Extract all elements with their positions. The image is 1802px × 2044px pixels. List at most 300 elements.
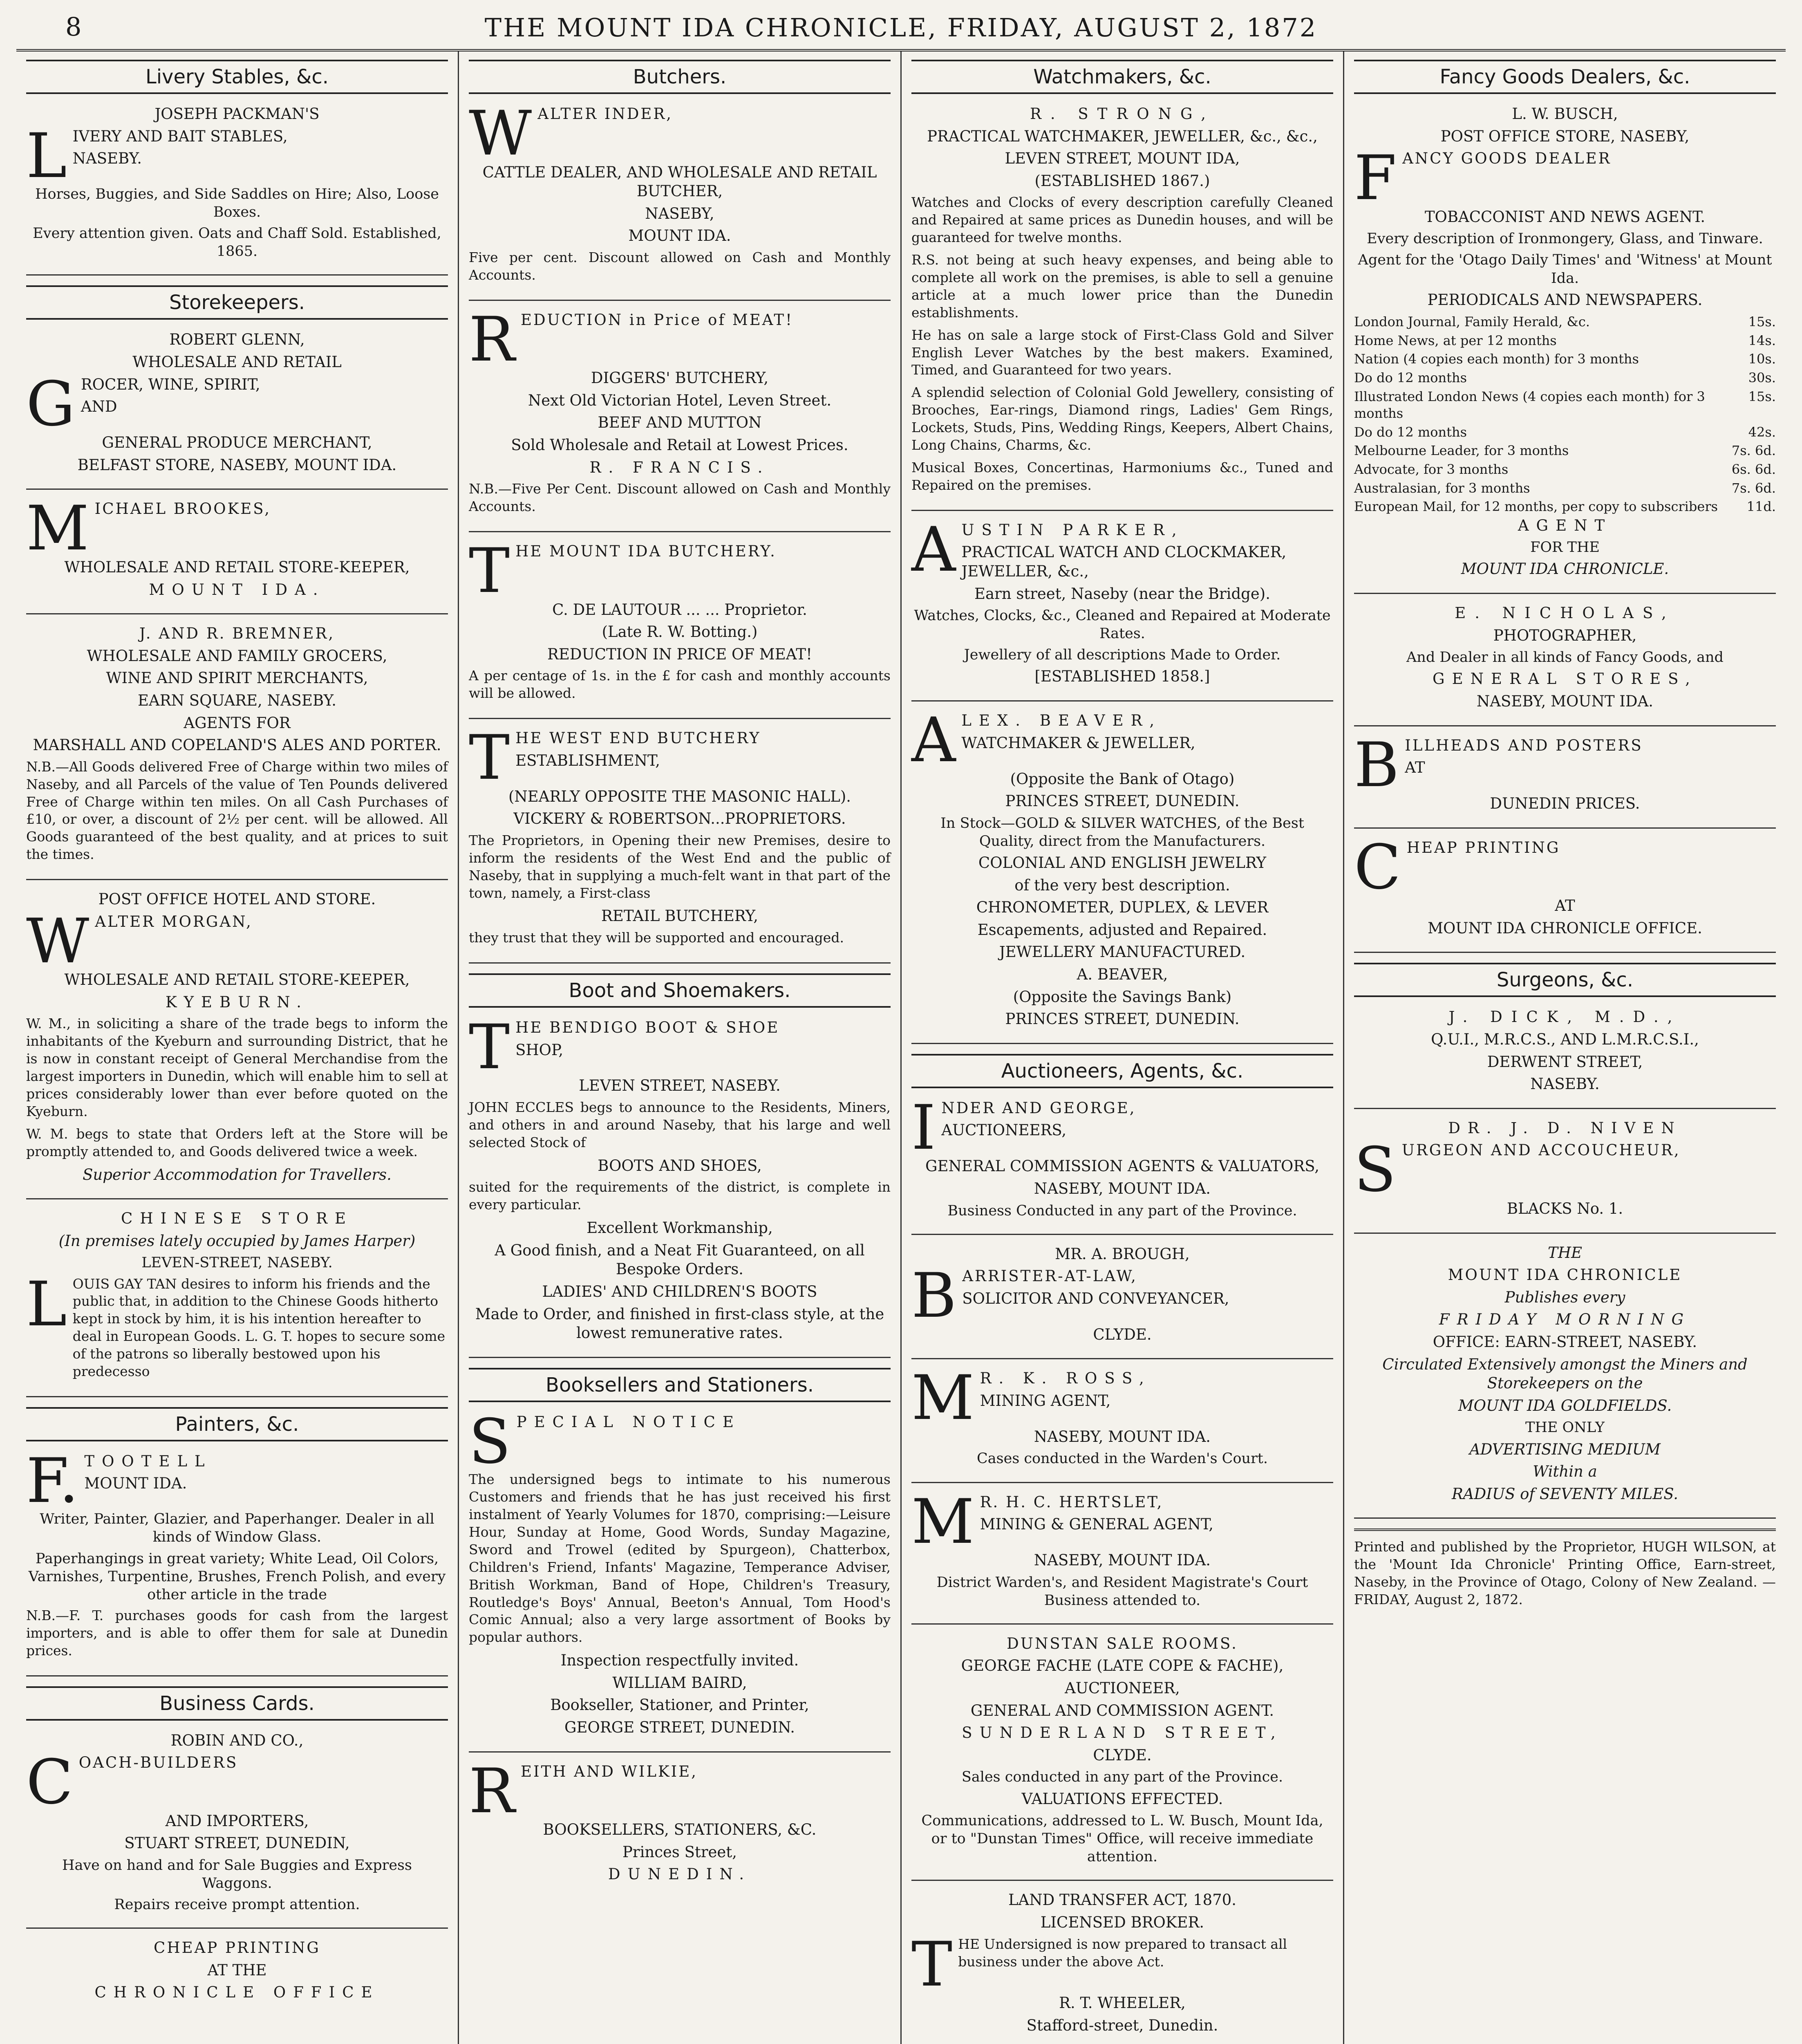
price-item: Melbourne Leader, for 3 months (1354, 443, 1569, 459)
ad-text: He has on sale a large stock of First-Class Gold and Silver English Lever Watches by the best makers. Examined, Timed, and Guaranteed for two years. (911, 327, 1333, 378)
price-row (1354, 442, 1776, 460)
ad-line: ROBERT GLENN, (169, 331, 305, 349)
ad-line: VICKERY & ROBERTSON...PROPRIETORS. (513, 810, 846, 828)
ad-drop-text (1402, 149, 1776, 172)
ad-name: ARRISTER-AT-LAW, (962, 1267, 1137, 1285)
price-item: European Mail, for 12 months, per copy to subscribers (1354, 499, 1718, 515)
ad-line: (NEARLY OPPOSITE THE MASONIC HALL). (508, 787, 851, 805)
ad-drop (469, 1011, 891, 1083)
ad-line: Within a (1533, 1463, 1597, 1481)
ad-drop (911, 705, 1333, 776)
ad-line: NASEBY, MOUNT IDA. (1034, 1179, 1211, 1197)
ad-line: BLACKS No. 1. (1507, 1199, 1623, 1217)
ad-drop (469, 98, 891, 169)
ad-drop (911, 1092, 1333, 1163)
ad-line: FRIDAY MORNING (1439, 1311, 1691, 1329)
ad-line: LEVEN STREET, NASEBY. (579, 1077, 781, 1095)
ad-inder (469, 98, 891, 301)
ad-drop (469, 536, 891, 607)
ad-name: MOUNT IDA CHRONICLE (1448, 1266, 1682, 1284)
ad-text: W. M. begs to state that Orders left at the Store will be promptly attended to, and Goods delivered twice a week. (26, 1125, 448, 1159)
ad-line: CLYDE. (1093, 1746, 1152, 1764)
drop-cap: M (26, 493, 89, 565)
ad-drop-text (515, 542, 891, 565)
price-value: 15s. (1748, 314, 1776, 330)
ad-name: TOOTELL (84, 1452, 212, 1470)
ad-cheap-printing-office (1354, 831, 1776, 953)
ad-line: BELFAST STORE, NASEBY, MOUNT IDA. (77, 456, 397, 474)
ad-line: DIGGERS' BUTCHERY, (591, 369, 769, 387)
ad-line: NASEBY. (1530, 1075, 1600, 1093)
ad-west-end-butchery (469, 722, 891, 964)
ad-drop (1354, 143, 1776, 214)
ad-chinese-store (26, 1209, 448, 1397)
ad-line: THE ONLY (1525, 1419, 1605, 1436)
ad-line: MOUNT IDA. (84, 1475, 187, 1493)
drop-cap: T (469, 1011, 510, 1083)
ad-name: R. K. ROSS, (980, 1369, 1151, 1387)
ad-drop (911, 1260, 1333, 1332)
drop-cap: T (469, 722, 510, 794)
ad-line: Made to Order, and finished in first-class style, at the lowest remunerative rates. (475, 1305, 884, 1342)
ad-brough (911, 1245, 1333, 1360)
ad-robin (26, 1731, 448, 1929)
price-item: Home News, at per 12 months (1354, 332, 1557, 348)
ad-cheap-printing (26, 1939, 448, 2016)
ad-drop (469, 304, 891, 375)
ad-line: MOUNT IDA. (149, 580, 325, 598)
ad-line: JOSEPH PACKMAN'S (154, 105, 320, 123)
ad-text: Agent for the 'Otago Daily Times' and 'Witness' at Mount Ida. (1358, 252, 1772, 287)
ad-line: ROCER, WINE, SPIRIT, (81, 375, 260, 393)
ad-line: WHOLESALE AND RETAIL STORE-KEEPER, (64, 971, 410, 989)
ad-text: OUIS GAY TAN desires to inform his friends and the public that, in addition to the Chinese Goods hitherto kept in stock by him, it is his intention hereafter to deal in European Goods. L. G. T. hopes to secure some of the patrons so liberally bestowed upon his predecesso (72, 1275, 445, 1379)
price-value: 10s. (1748, 351, 1776, 367)
ad-drop-text (515, 1018, 891, 1063)
ad-line: Circulated Extensively amongst the Miners and Storekeepers on the (1382, 1355, 1748, 1392)
drop-cap: C (1354, 831, 1401, 903)
price-list (1354, 313, 1776, 516)
drop-cap: T (469, 536, 510, 607)
section-header-surgeons: Surgeons, &c. (1354, 963, 1776, 997)
section-header-business-cards: Business Cards. (26, 1686, 448, 1721)
ad-line: ESTABLISHMENT, (515, 751, 660, 769)
ad-text: Cases conducted in the Warden's Court. (977, 1450, 1268, 1467)
ad-line: BOOKSELLERS, STATIONERS, &C. (543, 1821, 817, 1839)
ad-name: HEAP PRINTING (1406, 838, 1560, 856)
ad-busch (1354, 105, 1776, 594)
ad-line: (Opposite the Bank of Otago) (1010, 770, 1235, 788)
ad-drop-text (1402, 1141, 1776, 1163)
ad-drop (26, 1747, 448, 1818)
ad-drop (26, 368, 448, 440)
ad-drop (469, 1755, 891, 1827)
ad-line: MR. A. BROUGH, (1055, 1245, 1190, 1263)
ad-line: MINING AGENT, (980, 1392, 1111, 1410)
ad-line: DR. J. D. NIVEN (1448, 1119, 1682, 1137)
ad-line: WILLIAM BAIRD, (612, 1674, 747, 1692)
section-header-booksellers: Booksellers and Stationers. (469, 1368, 891, 1402)
ad-name: ALTER INDER, (537, 105, 673, 123)
ad-line: Next Old Victorian Hotel, Leven Street. (528, 391, 832, 409)
ad-text: The Proprietors, in Opening their new Premises, desire to inform the residents of the West End and the public of Naseby, that in supplying a much-felt want in that part of the town, namely, a First-class (469, 832, 891, 901)
ad-line: MINING & GENERAL AGENT, (980, 1515, 1213, 1533)
ad-line: NASEBY, MOUNT IDA. (1476, 692, 1654, 710)
ad-line: WATCHMAKER & JEWELLER, (961, 734, 1195, 752)
imprint-text: Printed and published by the Proprietor, HUGH WILSON, at the 'Mount Ida Chronicle' Printing Office, Earn-street, Naseby, in the Province of Otago, Colony of New Zealand. —FRIDAY, August 2, 1872. (1354, 1539, 1776, 1608)
ad-drop (469, 1406, 891, 1477)
ad-drop (911, 1929, 1333, 2000)
ad-text: Have on hand and for Sale Buggies and Express Waggons. (62, 1857, 412, 1892)
ad-drop (26, 493, 448, 565)
price-value: 14s. (1748, 332, 1776, 348)
ad-line: Bookseller, Stationer, and Printer, (550, 1696, 809, 1714)
ad-drop-text (980, 1369, 1333, 1414)
ad-line: SUNDERLAND STREET, (962, 1724, 1283, 1742)
ad-line: COLONIAL AND ENGLISH JEWELRY (978, 854, 1267, 872)
ad-line: LADIES' AND CHILDREN'S BOOTS (542, 1282, 817, 1300)
ad-billheads (1354, 729, 1776, 829)
ad-line: PRACTICAL WATCHMAKER, JEWELLER, &c., &c., (927, 127, 1318, 145)
drop-cap: L (26, 120, 67, 192)
drop-cap: T (911, 1929, 953, 2000)
ad-line: WHOLESALE AND RETAIL (132, 353, 342, 371)
ad-line: MOUNT IDA CHRONICLE. (1461, 560, 1669, 578)
ad-text: The undersigned begs to intimate to his numerous Customers and friends that he has just received his first instalment of Yearly Volumes for 1870, comprising:—Leisure Hour, Sunday at Home, Good Words, Sunday Magazine, Sword and Trowel (edited by Spurgeon), Chatterbox, Children's Friend, Infants' Magazine, Temperance Adviser, British Workman, Band of Hope, Children's Treasury, Routledge's Boys' Annual, Beeton's Annual, Tom Hood's Comic Annual; also a very large assortment of Books by popular authors. (469, 1471, 891, 1645)
price-row (1354, 332, 1776, 350)
ad-text: Five per cent. Discount allowed on Cash and Monthly Accounts. (469, 249, 891, 283)
ad-line: Escapements, adjusted and Repaired. (977, 921, 1267, 939)
ad-name: PECIAL NOTICE (516, 1413, 741, 1431)
column-1 (16, 52, 459, 2044)
ad-line: (ESTABLISHED 1867.) (1034, 172, 1210, 190)
columns (16, 52, 1786, 2044)
ad-line: POST OFFICE HOTEL AND STORE. (98, 890, 376, 908)
ad-line: NASEBY, (645, 204, 714, 222)
price-item: Illustrated London News (4 copies each month) for 3 months (1354, 388, 1705, 421)
ad-line: PRACTICAL WATCH AND CLOCKMAKER, JEWELLER, &c., (961, 543, 1287, 580)
ad-name: ILLHEADS AND POSTERS (1405, 736, 1643, 754)
ad-line: LAND TRANSFER ACT, 1870. (1008, 1891, 1237, 1909)
ad-line: ADVERTISING MEDIUM (1469, 1440, 1661, 1458)
ad-line: R. T. WHEELER, (1059, 1994, 1186, 2012)
ad-line: AND IMPORTERS, (165, 1812, 309, 1830)
column-2 (459, 52, 902, 2044)
ad-line: NASEBY, MOUNT IDA. (1034, 1428, 1211, 1446)
ad-line: AGENTS FOR (184, 714, 291, 732)
price-value: 42s. (1748, 424, 1776, 440)
ad-line: WINE AND SPIRIT MERCHANTS, (106, 669, 368, 687)
column-4 (1344, 52, 1786, 2044)
ad-drop-text (95, 912, 448, 935)
ad-line: LEVEN STREET, MOUNT IDA, (1005, 150, 1240, 168)
ad-line: FOR THE (1530, 539, 1600, 556)
drop-cap: B (1354, 729, 1399, 801)
column-3 (902, 52, 1344, 2044)
ad-reith-wilkie (469, 1755, 891, 1898)
ad-name: DUNSTAN SALE ROOMS. (1007, 1634, 1238, 1652)
ad-baird (469, 1406, 891, 1753)
ad-line: GENERAL STORES, (1433, 670, 1697, 688)
ad-drop-text (980, 1493, 1333, 1537)
section-header-auctioneers: Auctioneers, Agents, &c. (911, 1054, 1333, 1088)
price-value: 6s. 6d. (1731, 461, 1776, 477)
drop-cap: S (1354, 1134, 1396, 1206)
ad-text: N.B.—F. T. purchases goods for cash from the largest importers, and is able to offer them for sale at Dunedin prices. (26, 1607, 448, 1659)
ad-line: MARSHALL AND COPELAND'S ALES AND PORTER. (33, 736, 441, 754)
ad-text: JOHN ECCLES begs to announce to the Residents, Miners, and others in and around Naseby, that his large and well selected Stock of (469, 1099, 891, 1150)
ad-line: DUNEDIN. (608, 1865, 752, 1883)
ad-line: NASEBY. (72, 150, 142, 168)
ad-drop-text (537, 105, 891, 127)
ad-drop-text (521, 1762, 891, 1785)
ad-line: Sold Wholesale and Retail at Lowest Prices. (511, 436, 848, 454)
ad-line: CATTLE DEALER, AND WHOLESALE AND RETAIL BUTCHER, (482, 163, 877, 200)
ad-name: J. DICK, M.D., (1448, 1008, 1681, 1026)
ad-line: Superior Accommodation for Travellers. (83, 1165, 392, 1183)
ad-name: NDER AND GEORGE, (941, 1099, 1136, 1117)
ad-text: Watches and Clocks of every description carefully Cleaned and Repaired at same prices as Dunedin houses, and will be guaranteed for twelve months. (911, 194, 1333, 246)
ad-line: (In premises lately occupied by James Harper) (58, 1232, 416, 1250)
ad-name: URGEON AND ACCOUCHEUR, (1401, 1141, 1681, 1159)
ad-name: LEX. BEAVER, (961, 712, 1162, 730)
ad-drop-text (1407, 838, 1776, 861)
ad-line: A Good finish, and a Neat Fit Guaranteed, on all Bespoke Orders. (495, 1241, 865, 1278)
ad-name: USTIN PARKER, (961, 521, 1184, 539)
ad-line: LEVEN-STREET, NASEBY. (141, 1255, 333, 1271)
ad-drop-text (84, 1452, 448, 1497)
ad-name: HE MOUNT IDA BUTCHERY. (515, 542, 777, 560)
ad-mount-ida-butchery (469, 536, 891, 719)
ad-name: HE WEST END BUTCHERY (515, 729, 761, 747)
ad-drop (26, 120, 448, 192)
price-item: Nation (4 copies each month) for 3 months (1354, 351, 1639, 367)
ad-drop-text (79, 1753, 448, 1776)
drop-cap: W (26, 905, 90, 977)
ad-chronicle (1354, 1244, 1776, 1519)
ad-line: Q.U.I., M.R.C.S., AND L.M.R.C.S.I., (1431, 1031, 1699, 1049)
ad-line: PRINCES STREET, DUNEDIN. (1005, 1010, 1240, 1028)
ad-drop-text (95, 500, 448, 522)
ad-bremner (26, 624, 448, 880)
drop-cap: M (911, 1363, 974, 1434)
drop-cap: R (469, 304, 515, 375)
price-row (1354, 350, 1776, 369)
price-row (1354, 498, 1776, 516)
ad-morgan (26, 890, 448, 1199)
ad-name: OACH-BUILDERS (78, 1754, 238, 1772)
price-row (1354, 388, 1776, 423)
ad-line: BEEF AND MUTTON (598, 414, 762, 432)
ad-line: Princes Street, (622, 1843, 737, 1861)
section-header-storekeepers: Storekeepers. (26, 285, 448, 320)
ad-parker (911, 514, 1333, 702)
price-value: 30s. (1748, 370, 1776, 385)
ad-text: A per centage of 1s. in the £ for cash and monthly accounts will be allowed. (469, 668, 891, 702)
section-header-boot-makers: Boot and Shoemakers. (469, 973, 891, 1008)
section-header-butchers: Butchers. (469, 60, 891, 94)
price-value: 11d. (1746, 499, 1776, 515)
ad-name: EITH AND WILKIE, (520, 1762, 698, 1780)
ad-name: HE BENDIGO BOOT & SHOE (515, 1018, 780, 1036)
ad-name: ICHAEL BROOKES, (94, 500, 271, 518)
newspaper-title: THE MOUNT IDA CHRONICLE, FRIDAY, AUGUST 2, 1872 (484, 13, 1318, 43)
price-row (1354, 423, 1776, 442)
ad-line: GENERAL PRODUCE MERCHANT, (102, 434, 372, 452)
ad-line: AGENT (1518, 516, 1612, 534)
ad-line: STUART STREET, DUNEDIN, (124, 1834, 350, 1852)
ad-drop (1354, 1134, 1776, 1206)
ad-line: Publishes every (1504, 1288, 1625, 1306)
ad-text: Repairs receive prompt attention. (114, 1896, 360, 1913)
ad-line: MOUNT IDA GOLDFIELDS. (1458, 1396, 1672, 1414)
ad-beaver (911, 705, 1333, 1044)
ad-line: CHRONICLE OFFICE (94, 1983, 380, 2001)
price-row (1354, 460, 1776, 479)
ad-text: Communications, addressed to L. W. Busch, Mount Ida, or to "Dunstan Times" Office, will receive immediate attention. (921, 1813, 1323, 1865)
section-header-watchmakers: Watchmakers, &c. (911, 60, 1333, 94)
price-item: Do do 12 months (1354, 370, 1467, 385)
ad-text: HE Undersigned is now prepared to transact all business under the above Act. (958, 1936, 1287, 1970)
ad-line: Stafford-street, Dunedin. (1026, 2016, 1218, 2034)
ad-drop-text (958, 1936, 1333, 1976)
ad-text: And Dealer in all kinds of Fancy Goods, and (1406, 649, 1724, 666)
ad-line: AND (81, 398, 117, 416)
section-header-fancy-goods: Fancy Goods Dealers, &c. (1354, 60, 1776, 94)
drop-cap: G (26, 368, 75, 440)
drop-cap: C (26, 1747, 73, 1818)
ad-line: OFFICE: EARN-STREET, NASEBY. (1433, 1333, 1697, 1351)
ad-strong (911, 105, 1333, 511)
ad-line: GENERAL COMMISSION AGENTS & VALUATORS, (925, 1157, 1320, 1175)
ad-line: PERIODICALS AND NEWSPAPERS. (1427, 291, 1703, 309)
ad-drop (1354, 831, 1776, 903)
ad-glenn (26, 330, 448, 490)
ad-text: they trust that they will be supported and encouraged. (469, 930, 844, 946)
ad-line: LICENSED BROKER. (1040, 1914, 1204, 1932)
drop-cap: I (911, 1092, 936, 1163)
ad-line: GEORGE STREET, DUNEDIN. (564, 1719, 795, 1736)
ad-line: GEORGE FACHE (LATE COPE & FACHE), (961, 1657, 1284, 1675)
ad-line: (Opposite the Savings Bank) (1013, 988, 1232, 1006)
ad-text: Watches, Clocks, &c., Cleaned and Repaired at Moderate Rates. (914, 607, 1331, 642)
price-item: London Journal, Family Herald, &c. (1354, 314, 1590, 330)
ad-drop-text (961, 711, 1333, 756)
ad-text: Writer, Painter, Glazier, and Paperhanger. Dealer in all kinds of Window Glass. (40, 1511, 434, 1546)
ad-line: Inspection respectfully invited. (560, 1652, 799, 1670)
drop-cap: F. (26, 1445, 79, 1517)
section-header-painters: Painters, &c. (26, 1407, 448, 1441)
ad-line: DUNEDIN PRICES. (1490, 795, 1640, 813)
ad-line: WHOLESALE AND FAMILY GROCERS, (87, 647, 387, 665)
ad-name: R. H. C. HERTSLET, (980, 1493, 1164, 1511)
ad-text: A splendid selection of Colonial Gold Jewellery, consisting of Brooches, Ear-rings, Diamond rings, Ladies' Gem Rings, Lockets, Studs, Pins, Wedding Rings, Keepers, Albert Chains, Long Chains, Charms, &c. (911, 384, 1333, 453)
ad-drop-text (73, 1275, 448, 1385)
drop-cap: F (1354, 143, 1397, 214)
ad-line: DERWENT STREET, (1487, 1053, 1643, 1071)
imprint (1354, 1529, 1776, 1623)
drop-cap: M (911, 1486, 974, 1558)
ad-text: Business Conducted in any part of the Province. (947, 1202, 1297, 1219)
ad-line: [ESTABLISHED 1858.] (1034, 668, 1210, 686)
ad-line: A. BEAVER, (1077, 965, 1168, 983)
ad-text: Horses, Buggies, and Side Saddles on Hire; Also, Loose Boxes. (35, 186, 439, 221)
ad-drop (911, 1486, 1333, 1558)
ad-name: R. STRONG, (1030, 105, 1215, 123)
ad-drop-text (517, 1413, 891, 1435)
ad-diggers-butchery (469, 304, 891, 532)
ad-bendigo-boot (469, 1011, 891, 1358)
ad-line: R. FRANCIS. (589, 458, 770, 476)
ad-drop-text (515, 729, 891, 773)
ad-line: CHRONOMETER, DUPLEX, & LEVER (976, 899, 1269, 917)
ad-line: ROBIN AND CO., (170, 1731, 304, 1749)
ad-dunstan-sale-rooms (911, 1634, 1333, 1881)
price-row (1354, 369, 1776, 388)
price-value: 7s. 6d. (1731, 480, 1776, 496)
price-item: Advocate, for 3 months (1354, 461, 1509, 477)
ad-line: JEWELLERY MANUFACTURED. (999, 943, 1246, 961)
ad-name: ALTER MORGAN, (95, 912, 253, 930)
ad-line: SHOP, (515, 1041, 564, 1059)
ad-drop (911, 1363, 1333, 1434)
ad-line: MOUNT IDA. (628, 227, 731, 245)
ad-name: E. NICHOLAS, (1455, 604, 1675, 622)
ad-line: AUCTIONEER, (1065, 1679, 1180, 1697)
ad-packman (26, 105, 448, 276)
page-number: 8 (65, 12, 82, 42)
ad-line: SOLICITOR AND CONVEYANCER, (962, 1289, 1229, 1307)
ad-text: Every description of Ironmongery, Glass, and Tinware. (1367, 231, 1763, 247)
ad-drop-text (962, 1267, 1333, 1311)
ad-line: CHINESE STORE (121, 1210, 353, 1228)
ad-line: RETAIL BUTCHERY, (601, 907, 758, 925)
ad-wheeler (911, 1891, 1333, 2044)
ad-name: CHEAP PRINTING (154, 1939, 320, 1957)
price-row (1354, 479, 1776, 498)
ad-text: District Warden's, and Resident Magistrate's Court Business attended to. (936, 1574, 1308, 1609)
price-value: 15s. (1748, 388, 1776, 404)
ad-text: Musical Boxes, Concertinas, Harmoniums &c., Tuned and Repaired on the premises. (911, 459, 1333, 493)
ad-dick (1354, 1008, 1776, 1109)
ad-text: Paperhangings in great variety; White Lead, Oil Colors, Varnishes, Turpentine, Brushes, French Polish, and every other article in the trade (28, 1550, 446, 1603)
section-header-livery: Livery Stables, &c. (26, 60, 448, 94)
ad-brookes (26, 493, 448, 614)
ad-line: PHOTOGRAPHER, (1493, 626, 1637, 644)
ad-text: N.B.—All Goods delivered Free of Charge within two miles of Naseby, and all Parcels of the value of Ten Pounds delivered Free of Charge within ten miles. On all Cash Purchases of £10, or over, a discount of 2½ per cent. will be allowed. All Goods guaranteed of the best quality, and at prices to suit the times. (26, 758, 448, 863)
drop-cap: W (469, 98, 532, 169)
ad-line: BOOTS AND SHOES, (598, 1156, 762, 1174)
ad-line: (Late R. W. Botting.) (602, 623, 758, 641)
ad-inder-george (911, 1092, 1333, 1235)
ad-line: CLYDE. (1093, 1325, 1152, 1343)
ad-line: C. DE LAUTOUR ... ... Proprietor. (552, 601, 807, 619)
drop-cap: S (469, 1406, 511, 1477)
ad-drop (26, 1269, 448, 1385)
ad-line: NASEBY, MOUNT IDA. (1034, 1551, 1211, 1569)
ad-nicholas (1354, 604, 1776, 726)
ad-tootell (26, 1445, 448, 1676)
ad-line: AT (1405, 759, 1425, 777)
ad-line: THE (1548, 1244, 1582, 1262)
price-row (1354, 313, 1776, 332)
ad-line: MOUNT IDA CHRONICLE OFFICE. (1428, 919, 1702, 937)
ad-name: J. AND R. BREMNER, (139, 625, 335, 643)
ad-drop-text (81, 375, 448, 420)
ad-hertslet (911, 1486, 1333, 1625)
ad-line: AT (1555, 897, 1575, 915)
ad-line: GENERAL AND COMMISSION AGENT. (970, 1701, 1274, 1719)
